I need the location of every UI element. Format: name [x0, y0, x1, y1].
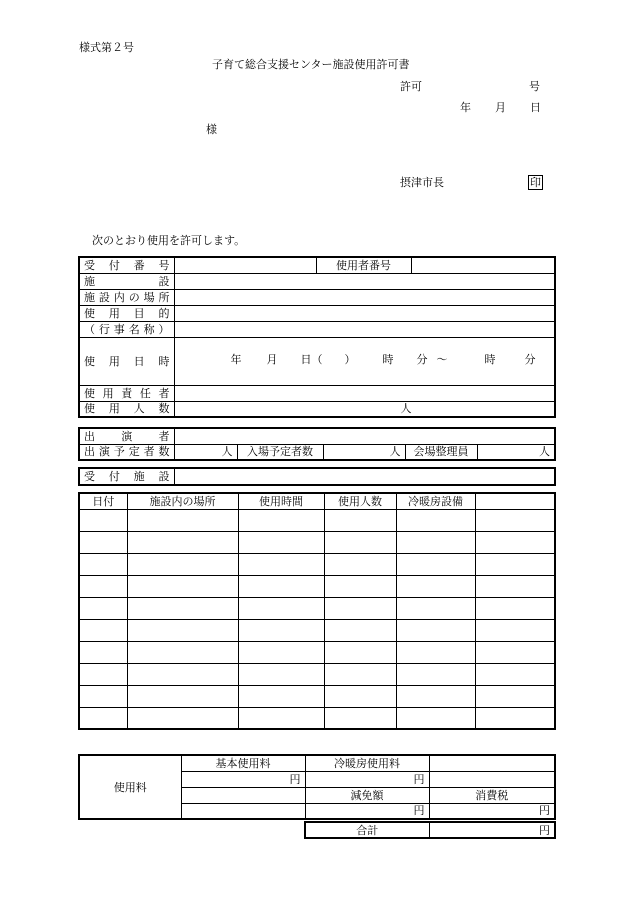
schedule-row: [79, 641, 555, 663]
schedule-cell-ac[interactable]: [396, 575, 475, 597]
schedule-cell-extra[interactable]: [475, 707, 555, 729]
schedule-cell-count[interactable]: [324, 509, 396, 531]
schedule-cell-ac[interactable]: [396, 509, 475, 531]
headcount-field[interactable]: [174, 401, 555, 417]
fee-blank-1: [429, 755, 555, 771]
event-name-field[interactable]: [174, 321, 555, 337]
dt-month: 月: [266, 353, 278, 366]
schedule-cell-extra[interactable]: [475, 531, 555, 553]
seal-mark: 印: [530, 176, 541, 189]
reduction-field[interactable]: 円: [305, 803, 429, 819]
permit-label: 許可: [400, 80, 422, 93]
date-day: 日: [530, 101, 541, 114]
schedule-cell-date[interactable]: [79, 619, 127, 641]
schedule-cell-count[interactable]: [324, 553, 396, 575]
dt-hour2: 時: [484, 353, 496, 366]
schedule-cell-date[interactable]: [79, 531, 127, 553]
main-table: [78, 256, 556, 418]
staff-label: 会場整理員: [405, 444, 477, 460]
tax-label: 消費税: [429, 787, 555, 803]
schedule-cell-count[interactable]: [324, 619, 396, 641]
schedule-cell-time[interactable]: [238, 575, 324, 597]
schedule-cell-place[interactable]: [127, 553, 238, 575]
planned-attendees-label: 入場予定者数: [237, 444, 323, 460]
schedule-row: [79, 509, 555, 531]
total-field[interactable]: 円: [429, 822, 555, 838]
schedule-header-date: 日付: [79, 493, 127, 509]
basic-fee-field[interactable]: 円: [181, 771, 305, 787]
planned-performers-label: 出演予定者数: [79, 444, 174, 460]
reception-facility-field[interactable]: [174, 468, 555, 485]
schedule-table: [78, 492, 556, 730]
permit-statement: 次のとおり使用を許可します。: [92, 234, 246, 247]
schedule-header-place: 施設内の場所: [127, 493, 238, 509]
schedule-cell-date[interactable]: [79, 685, 127, 707]
schedule-header-extra: [475, 493, 555, 509]
schedule-row: [79, 553, 555, 575]
schedule-cell-count[interactable]: [324, 685, 396, 707]
document-title: 子育て総合支援センター施設使用許可書: [212, 58, 410, 71]
schedule-cell-place[interactable]: [127, 597, 238, 619]
total-label: 合計: [305, 822, 429, 838]
reception-facility-table: [78, 467, 556, 486]
responsible-field[interactable]: [174, 385, 555, 401]
user-number-label: 使用者番号: [316, 257, 411, 273]
schedule-cell-place[interactable]: [127, 663, 238, 685]
purpose-field[interactable]: [174, 305, 555, 321]
schedule-row: [79, 597, 555, 619]
fee-label: 使用料: [79, 755, 181, 819]
planned-attendees-field[interactable]: 人: [323, 444, 405, 460]
number-suffix: 号: [529, 80, 540, 93]
schedule-cell-count[interactable]: [324, 531, 396, 553]
schedule-cell-count[interactable]: [324, 597, 396, 619]
schedule-cell-ac[interactable]: [396, 641, 475, 663]
date-year: 年: [460, 101, 471, 114]
fee-blank-3: [181, 787, 305, 803]
date-month: 月: [495, 101, 506, 114]
schedule-row: [79, 619, 555, 641]
schedule-cell-count[interactable]: [324, 663, 396, 685]
performer-table: [78, 427, 556, 461]
schedule-cell-time[interactable]: [238, 597, 324, 619]
responsible-label: 使用責任者: [79, 385, 174, 401]
facility-label: 施設: [79, 273, 174, 289]
headcount-label: 使用人数: [79, 401, 174, 417]
schedule-header-ac: 冷暖房設備: [396, 493, 475, 509]
schedule-row: [79, 575, 555, 597]
basic-fee-label: 基本使用料: [181, 755, 305, 771]
schedule-cell-time[interactable]: [238, 509, 324, 531]
dt-day: 日（: [300, 353, 323, 366]
place-field[interactable]: [174, 289, 555, 305]
reception-number-label: 受付番号: [79, 257, 174, 273]
schedule-cell-place[interactable]: [127, 707, 238, 729]
headcount-unit: 人: [400, 401, 412, 415]
reception-number-field[interactable]: [174, 257, 316, 273]
schedule-cell-date[interactable]: [79, 707, 127, 729]
schedule-cell-place[interactable]: [127, 509, 238, 531]
schedule-header-count: 使用人数: [324, 493, 396, 509]
user-number-field[interactable]: [411, 257, 555, 273]
dt-minute2: 分: [524, 353, 536, 366]
form-number: 様式第２号: [79, 41, 134, 54]
schedule-cell-time[interactable]: [238, 553, 324, 575]
schedule-cell-date[interactable]: [79, 641, 127, 663]
fee-blank-4: [181, 803, 305, 819]
schedule-cell-ac[interactable]: [396, 619, 475, 641]
fee-blank-2: [429, 771, 555, 787]
schedule-cell-extra[interactable]: [475, 597, 555, 619]
schedule-cell-extra[interactable]: [475, 685, 555, 707]
schedule-cell-ac[interactable]: [396, 685, 475, 707]
dt-tilde: ～: [436, 353, 448, 366]
tax-field[interactable]: 円: [429, 803, 555, 819]
schedule-cell-count[interactable]: [324, 575, 396, 597]
schedule-cell-time[interactable]: [238, 531, 324, 553]
schedule-row: [79, 663, 555, 685]
dt-minute: 分: [416, 353, 428, 366]
schedule-cell-date[interactable]: [79, 597, 127, 619]
schedule-cell-extra[interactable]: [475, 553, 555, 575]
event-name-label: （行事名称）: [79, 321, 174, 337]
schedule-cell-ac[interactable]: [396, 597, 475, 619]
schedule-cell-date[interactable]: [79, 509, 127, 531]
schedule-cell-extra[interactable]: [475, 663, 555, 685]
schedule-cell-place[interactable]: [127, 641, 238, 663]
schedule-cell-extra[interactable]: [475, 509, 555, 531]
schedule-cell-count[interactable]: [324, 641, 396, 663]
dt-hour: 時: [382, 353, 394, 366]
schedule-cell-time[interactable]: [238, 707, 324, 729]
datetime-field[interactable]: [174, 337, 555, 385]
staff-field[interactable]: 人: [477, 444, 555, 460]
schedule-cell-place[interactable]: [127, 619, 238, 641]
schedule-cell-place[interactable]: [127, 575, 238, 597]
schedule-row: [79, 685, 555, 707]
schedule-cell-time[interactable]: [238, 663, 324, 685]
schedule-cell-date[interactable]: [79, 575, 127, 597]
dt-year: 年: [230, 353, 242, 366]
schedule-header-row: [79, 493, 555, 509]
schedule-header-time: 使用時間: [238, 493, 324, 509]
planned-performers-field[interactable]: 人: [174, 444, 237, 460]
mayor-label: 摂津市長: [400, 176, 444, 189]
schedule-cell-extra[interactable]: [475, 619, 555, 641]
schedule-cell-date[interactable]: [79, 663, 127, 685]
schedule-cell-ac[interactable]: [396, 531, 475, 553]
reduction-label: 減免額: [305, 787, 429, 803]
schedule-row: [79, 707, 555, 729]
schedule-cell-ac[interactable]: [396, 663, 475, 685]
datetime-label: 使用日時: [79, 337, 174, 385]
place-label: 施設内の場所: [79, 289, 174, 305]
fees-table: [78, 754, 556, 820]
purpose-label: 使用目的: [79, 305, 174, 321]
schedule-cell-place[interactable]: [127, 685, 238, 707]
total-table: [304, 821, 556, 839]
ac-fee-field[interactable]: 円: [305, 771, 429, 787]
schedule-row: [79, 531, 555, 553]
dt-close: ）: [344, 353, 356, 366]
schedule-cell-place[interactable]: [127, 531, 238, 553]
schedule-cell-extra[interactable]: [475, 575, 555, 597]
facility-field[interactable]: [174, 273, 555, 289]
schedule-cell-ac[interactable]: [396, 553, 475, 575]
schedule-cell-extra[interactable]: [475, 641, 555, 663]
reception-facility-label: 受付施設: [79, 468, 174, 485]
schedule-cell-date[interactable]: [79, 553, 127, 575]
schedule-cell-ac[interactable]: [396, 707, 475, 729]
performer-label: 出演者: [79, 428, 174, 444]
schedule-cell-time[interactable]: [238, 641, 324, 663]
schedule-cell-time[interactable]: [238, 619, 324, 641]
schedule-cell-count[interactable]: [324, 707, 396, 729]
ac-fee-label: 冷暖房使用料: [305, 755, 429, 771]
schedule-cell-time[interactable]: [238, 685, 324, 707]
honorific: 様: [206, 123, 217, 136]
performer-field[interactable]: [174, 428, 555, 444]
